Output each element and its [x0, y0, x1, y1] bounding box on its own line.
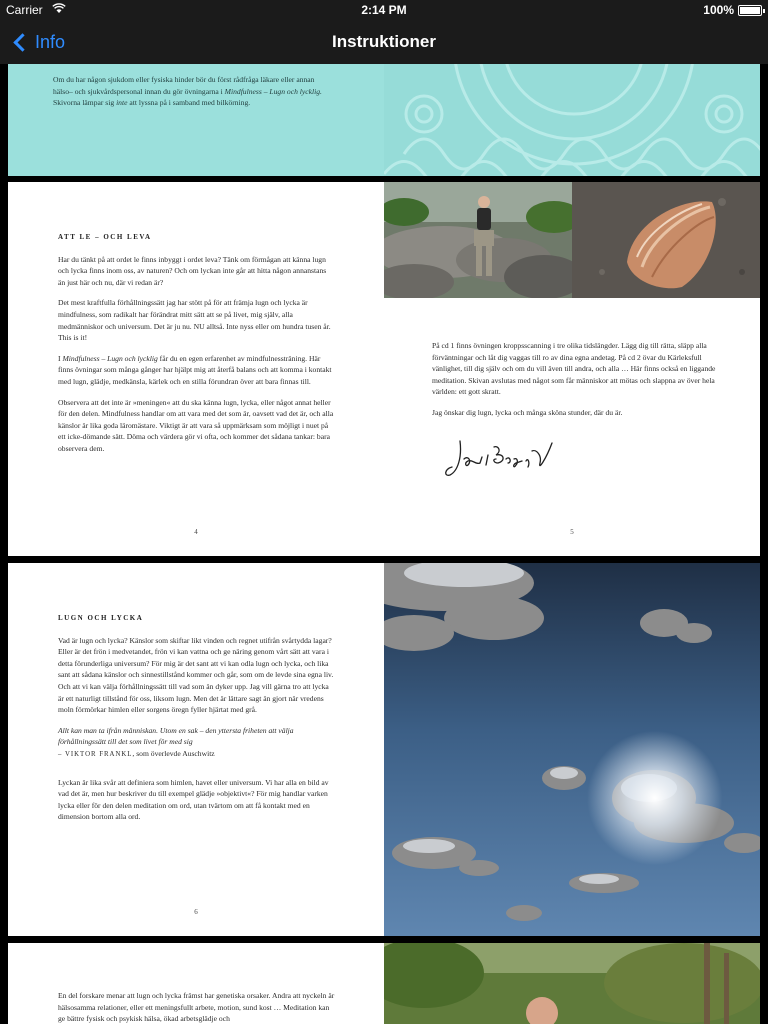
disclaimer-part-2: Skivorna lämpar sig	[53, 98, 117, 108]
man-in-garden-photo	[384, 943, 760, 1024]
booklet-page-8	[8, 943, 384, 1024]
quote-author-note: , som överlevde Auschwitz	[132, 748, 215, 758]
navigation-bar	[0, 20, 768, 64]
battery-fill	[740, 7, 760, 14]
paragraph: Lyckan är lika svår att definiera som himlen, havet eller universum. Vi har alla en bild av vad det är, men hur beskriver du till exempel glädje »objektivt«? För mig handlar varken lycka eller för den delen meditation om ord, utan tvärtom om att få kontakt med en dimension bortom alla ord.	[58, 777, 329, 822]
paragraph: Observera att det inte är »meningen« att du ska känna lugn, lycka, eller något annat heller för den delen. Mindfulness handlar om att vara med det som är, oavsett vad det är, och alla känslor är lika goda läromästare. Viktigt är att vara så uppmärksam som möjligt i nuet på ett icke-dömande sätt. Döma och värdera gör vi ofta, och kommer det sådana tankar: bara observera dem.	[58, 397, 334, 453]
paragraph: På cd 1 finns övningen kroppsscanning i tre olika tidslängder. Lägg dig till rätta, släpp alla förväntningar och låt dig vaggas till ro av dina egna andetag. På cd 2 övar du Kärleksfull vänlighet, till dig själv och om du vill även till andra, och alla … Här finns också en liggande meditation. Skivan avslutas med något som får människor att mötas och slappna av över hela världen: ett gott skratt.	[432, 341, 716, 397]
booklet-spread-4	[8, 943, 760, 1024]
battery-percent: 100%	[703, 3, 734, 17]
paragraph-part: I	[58, 353, 63, 363]
quote	[58, 725, 336, 761]
man-on-rocks-photo	[384, 182, 572, 298]
paragraph-part: får du en egen erfarenhet av mindfulnessträning. Här finns övningar som många gånger har hjälpt mig att återfå balans och att komma i kontakt med lugn, glädje, medkänsla, kärlek och en stilla förundran över att bara finnas till.	[58, 353, 332, 386]
disclaimer-part-3: att lyssna på i samband med bilkörning.	[127, 98, 251, 108]
section-heading: ATT LE – OCH LEVA	[58, 233, 152, 241]
page-number: 5	[570, 528, 574, 536]
battery-icon	[738, 5, 762, 16]
garden-photo	[384, 943, 760, 1024]
page-number: 4	[194, 528, 198, 536]
paragraph: Det mest kraftfulla förhållningssätt jag har stött på för att främja lugn och lycka är mindfulness, som radikalt har förändrat mitt sätt att se på livet, mig själv, alla medmänniskor och universum. Det är ju nu. NU alltså. Inte nyss eller om hundra tusen år. This is it!	[58, 298, 331, 343]
instructions-scroll-view[interactable]	[0, 64, 768, 1024]
paragraph: Har du tänkt på att ordet le finns inbyggt i ordet leva? Tänk om förmågan att känna lugn och lycka finns inom oss, av naturen? Och om lyckan inte går att hitta någon annanstans än just här och nu, där vi redan är?	[58, 254, 327, 287]
ornament-pattern	[384, 64, 760, 176]
booklet-page-5	[384, 182, 760, 556]
page-number: 6	[194, 908, 198, 916]
booklet-spread-2	[8, 182, 760, 556]
booklet-page-4	[8, 182, 384, 556]
sky-photo	[384, 563, 760, 936]
disclaimer-italic-inte: inte	[116, 98, 128, 108]
page-4-text	[58, 232, 334, 464]
page-6-text	[58, 613, 336, 832]
page-title: Instruktioner	[332, 32, 436, 51]
carrier-label: Carrier	[6, 3, 43, 17]
paragraph: Jag önskar dig lugn, lycka och många sköna stunder, där du är.	[432, 407, 623, 417]
booklet-spread-1	[8, 64, 760, 176]
status-bar	[0, 0, 768, 20]
signature	[442, 437, 557, 482]
page-5-text	[432, 340, 722, 428]
clock: 2:14 PM	[361, 3, 407, 17]
quote-author: – VIKTOR FRANKL	[58, 750, 133, 758]
paragraph: En del forskare menar att lugn och lycka främst har genetiska orsaker. Andra att nyckeln är hälsosamma relationer, eller ett meningsfullt arbete, motion, sund kost … Meditation kan ge bättre fysisk och psykisk hälsa, ökad arbetsglädje och	[58, 991, 335, 1024]
sky-clouds-photo	[384, 563, 760, 936]
ornament-pattern-graphic	[384, 64, 760, 176]
booklet-spread-3	[8, 563, 760, 936]
seashell-photo	[572, 182, 760, 298]
paragraph-italic: Mindfulness – Lugn och lycklig	[62, 353, 158, 363]
paragraph: Vad är lugn och lycka? Känslor som skiftar likt vinden och regnet utifrån svårtydda lagar? Eller är det frön i medvetandet, frön vi kan vattna och ge näring genom vårt sätt att vara i detta förunderliga universum? För mig är det sant att vi kan odla lugn och lycka, och lika sant att sådana känslor och sinnestillstånd kommer och går, som om de levde sina egna liv. Och att vi kan välja förhållningssätt till vad som än dyker upp. Jag vill gärna tro att lycka är ett naturligt tillstånd för oss, liksom lugn. Men det är lättare sagt än gjort när vredens moln förmörkar himlen eller sorgens öregn fyller hjärtat med grå.	[58, 635, 334, 715]
page-8-text	[58, 990, 336, 1024]
back-button-label: Info	[35, 31, 66, 52]
booklet-page-6	[8, 563, 384, 936]
section-heading: LUGN OCH LYCKA	[58, 614, 144, 622]
paragraph	[58, 353, 334, 388]
disclaimer-part-1: Om du har någon sjukdom eller fysiska hinder bör du först rådfråga läkare eller annan hälso– och sjukvårdspersonal innan du gör övningarna i	[53, 75, 315, 96]
quote-text: Allt kan man ta ifrån människan. Utom en sak – den yttersta friheten att välja förhållningssätt till det som livet för med sig	[58, 725, 294, 747]
disclaimer-text	[53, 74, 333, 109]
disclaimer-italic-title: Mindfulness – Lugn och lycklig.	[224, 86, 322, 96]
booklet-page-left	[8, 64, 384, 176]
